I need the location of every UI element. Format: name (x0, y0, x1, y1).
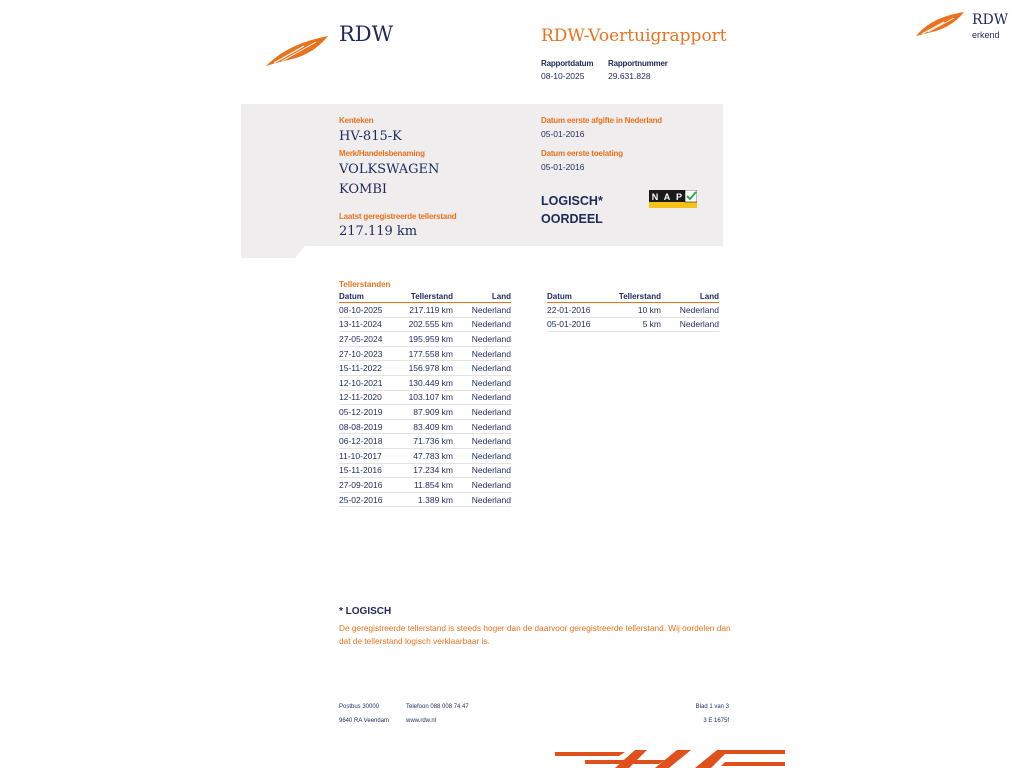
verdict-line-2: OORDEEL (541, 212, 603, 226)
first-admission-label: Datum eerste toelating (541, 149, 623, 158)
col-datum: Datum (339, 292, 401, 303)
feather-logo-icon (914, 10, 966, 38)
reading-odometer: 1.389 km (401, 492, 453, 507)
make-label: Merk/Handelsbenaming (339, 149, 425, 158)
table-row (339, 390, 511, 405)
rdw-erkend-badge (914, 10, 1014, 42)
reading-date: 05-12-2019 (339, 405, 401, 420)
rdw-feather-icon (264, 32, 330, 68)
reading-odometer: 5 km (609, 317, 661, 332)
reading-date: 08-10-2025 (339, 303, 401, 318)
readings-title: Tellerstanden (339, 280, 391, 289)
table-row (339, 478, 511, 493)
footer-web: www.rdw.nl (406, 718, 437, 724)
odometer-label: Laatst geregistreerde tellerstand (339, 212, 457, 221)
nap-letter-n: N (651, 192, 659, 202)
reading-country: Nederland (453, 463, 511, 478)
table-row (339, 448, 511, 463)
reading-country: Nederland (453, 361, 511, 376)
decorative-stripes-icon (555, 748, 785, 768)
document-title: RDW-Voertuigrapport (541, 26, 727, 46)
table-row (339, 419, 511, 434)
reading-date: 06-12-2018 (339, 434, 401, 449)
reading-odometer: 202.555 km (401, 317, 453, 332)
reading-odometer: 217.119 km (401, 303, 453, 318)
reading-country: Nederland (453, 448, 511, 463)
table-row (547, 303, 719, 318)
col-tellerstand: Tellerstand (401, 292, 453, 303)
badge-brand: RDW (972, 12, 1009, 28)
reading-country: Nederland (661, 317, 719, 332)
report-number: 29.631.828 (608, 71, 651, 81)
table-row (339, 332, 511, 347)
reading-date: 25-02-2016 (339, 492, 401, 507)
reading-country: Nederland (661, 303, 719, 318)
table-row (339, 317, 511, 332)
model-value: KOMBI (339, 182, 388, 197)
footer-address-2: 9640 RA Veendam (339, 718, 390, 724)
verdict-line-1: LOGISCH* (541, 194, 603, 208)
table-row (339, 346, 511, 361)
footer-code: 3 E 1675f (703, 718, 729, 724)
first-issue-nl-value: 05-01-2016 (541, 129, 585, 139)
reading-date: 12-10-2021 (339, 375, 401, 390)
col-land: Land (661, 292, 719, 303)
reading-country: Nederland (453, 375, 511, 390)
reading-odometer: 71.736 km (401, 434, 453, 449)
reading-date: 08-08-2019 (339, 419, 401, 434)
reading-odometer: 103.107 km (401, 390, 453, 405)
reading-odometer: 177.558 km (401, 346, 453, 361)
table-row (339, 463, 511, 478)
reading-odometer: 10 km (609, 303, 661, 318)
plate-label: Kenteken (339, 116, 374, 125)
reading-country: Nederland (453, 346, 511, 361)
reading-odometer: 87.909 km (401, 405, 453, 420)
footer-phone: Telefoon 088 008 74 47 (406, 704, 469, 710)
reading-odometer: 195.959 km (401, 332, 453, 347)
footnote-text: De geregistreerde tellerstand is steeds hoger dan de daarvoor geregistreerde tellerstand. Wij oordelen dan dat de tellerstand logisch verklaarbaar is. (339, 623, 731, 646)
footer-page: Blad 1 van 3 (695, 704, 729, 710)
footnote-title: * LOGISCH (339, 606, 392, 617)
reading-odometer: 83.409 km (401, 419, 453, 434)
reading-date: 12-11-2020 (339, 390, 401, 405)
col-land: Land (453, 292, 511, 303)
table-row (339, 434, 511, 449)
badge-sub: erkend (972, 30, 1000, 40)
reading-date: 11-10-2017 (339, 448, 401, 463)
nap-check-icon (649, 190, 697, 208)
logo-text: RDW (339, 22, 394, 46)
reading-country: Nederland (453, 317, 511, 332)
reading-country: Nederland (453, 478, 511, 493)
reading-date: 27-10-2023 (339, 346, 401, 361)
readings-table-left (339, 292, 511, 507)
report-number-label: Rapportnummer (608, 59, 668, 68)
reading-odometer: 130.449 km (401, 375, 453, 390)
reading-country: Nederland (453, 419, 511, 434)
nap-letter-a: A (663, 192, 671, 202)
reading-country: Nederland (453, 405, 511, 420)
reading-country: Nederland (453, 303, 511, 318)
table-row (339, 375, 511, 390)
reading-odometer: 11.854 km (401, 478, 453, 493)
panel-notch (241, 246, 305, 260)
reading-odometer: 17.234 km (401, 463, 453, 478)
table-row (339, 361, 511, 376)
reading-date: 27-05-2024 (339, 332, 401, 347)
footer-address-1: Postbus 30000 (339, 704, 380, 710)
plate-value: HV-815-K (339, 129, 402, 144)
reading-date: 05-01-2016 (547, 317, 609, 332)
make-value: VOLKSWAGEN (339, 162, 440, 177)
nap-letter-p: P (675, 192, 683, 202)
reading-date: 13-11-2024 (339, 317, 401, 332)
reading-date: 15-11-2022 (339, 361, 401, 376)
odometer-value: 217.119 km (339, 224, 418, 239)
col-tellerstand: Tellerstand (609, 292, 661, 303)
table-row (339, 303, 511, 318)
reading-country: Nederland (453, 390, 511, 405)
reading-country: Nederland (453, 492, 511, 507)
reading-country: Nederland (453, 332, 511, 347)
first-admission-value: 05-01-2016 (541, 162, 585, 172)
reading-odometer: 47.783 km (401, 448, 453, 463)
table-row (547, 317, 719, 332)
reading-date: 27-09-2016 (339, 478, 401, 493)
vehicle-summary-panel (241, 104, 723, 246)
reading-date: 22-01-2016 (547, 303, 609, 318)
reading-country: Nederland (453, 434, 511, 449)
table-row (339, 492, 511, 507)
verdict (541, 192, 603, 228)
readings-table-right (547, 292, 719, 332)
first-issue-nl-label: Datum eerste afgifte in Nederland (541, 116, 662, 125)
reading-date: 15-11-2016 (339, 463, 401, 478)
report-date-label: Rapportdatum (541, 59, 594, 68)
reading-odometer: 156.978 km (401, 361, 453, 376)
col-datum: Datum (547, 292, 609, 303)
report-date: 08-10-2025 (541, 71, 585, 81)
table-row (339, 405, 511, 420)
